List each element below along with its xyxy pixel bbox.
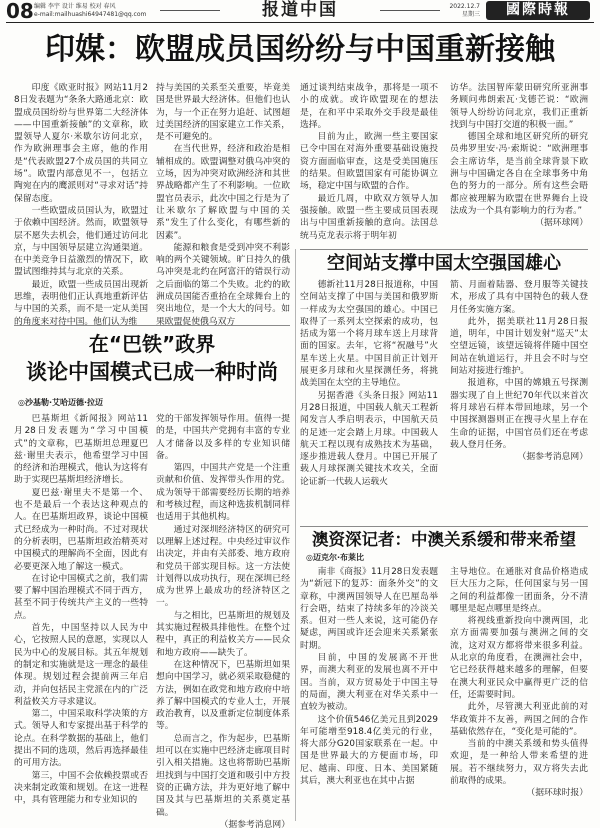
paragraph: 此外，据美联社11月28日报道，明年，中国计划发射“巡天”太空望远镜，该望远镜将伴随中国空间站在轨道运行，并且会不时与空间站对接进行维护。 xyxy=(450,316,588,377)
lead-headline: 印媒：欧盟成员国纷纷与中国重新接触 xyxy=(45,32,555,67)
space-story-headline: 空间站支撑中国太空强国雄心 xyxy=(327,253,561,274)
newspaper-logo: 國際時報 xyxy=(486,1,590,20)
source-credit: （据环球时报） xyxy=(526,788,588,799)
paragraph-continued: 通过谈判结束战争，那将是一项不小的成就。或许欧盟现在的想法是，在和平中采取外交手段是最佳选择。 xyxy=(300,83,438,130)
source-credit: （据参考消息网） xyxy=(219,819,290,830)
section-ornament-right xyxy=(380,10,440,11)
paragraph: 报道称，中国的嫦娥五号探测器实现了自上世纪70年代以来首次将月球岩石样本带回地球，另一个中国探测器则正在搜寻火星上存在生命的证据，中国官员们还在考虑载人登月任务。 xyxy=(450,378,588,450)
paragraph: 第三，中国不会依赖投票或否决来制定政策和规划。在这一进程中，具有管理能力和专业知识的 xyxy=(14,770,148,806)
space-story-column-1 xyxy=(300,279,438,523)
paragraph: 能源和粮食是受到冲突不利影响的两个关键领域。旷日持久的俄乌冲突是北约在阿富汗的错误行动之后面临的第二个失败。北约的欧洲成员国能否重拾在全球舞台上的突出地位，是一个大大的问号。如果欧盟促使俄乌双方 xyxy=(156,242,290,327)
pakistan-story-headline-line-1: 在“巴铁”政界 xyxy=(88,332,216,356)
paragraph-continued: 党的干部发挥领导作用。值得一提的是，中国共产党拥有丰富的专业人才储备以及多样的专业知识储备。 xyxy=(156,414,290,461)
australia-story-byline: ◎迈克尔·布莱比 xyxy=(306,553,365,562)
pakistan-story-byline: ◎沙基勒·艾哈迈德·拉迈 xyxy=(18,398,104,407)
paragraph: 总而言之，作为起步，巴基斯坦可以在实施中巴经济走廊项目时引入相关措施。这也将帮助巴基斯坦找到与中国打交道和吸引中方投资的正确方法，并为更好地了解中国及其与巴基斯坦的关系奠定基础。 xyxy=(156,733,290,818)
paragraph: 另据香港《头条日报》网站11月28日报道，中国载人航天工程新闻发言人季启明表示，中国航天员的足迹一定会踏上月球。中国载人航天工程以现有成熟技术为基础，逐步推进载人登月。中国已开展了载人月球探测关键技术攻关，全面论证新一代载人运载火 xyxy=(300,390,438,487)
paragraph: 目前为止，欧洲一些主要国家已令中国在对海外重要基础设施投资方面面临审查，这是受美国施压的结果。但欧盟国家有可能协调立场，稳定中国与欧盟的合作。 xyxy=(300,132,438,192)
paragraph: 最近，欧盟一些成员国出现新思维，表明他们正认真地重新评估与中国的关系，而不是一定从美国的角度来对待中国。他们认为维 xyxy=(14,279,148,327)
australia-story-column-2 xyxy=(450,566,588,820)
australia-story-column-1 xyxy=(300,566,438,820)
staff-info xyxy=(34,3,146,19)
source-credit: （据环球网） xyxy=(535,218,588,229)
paragraph: 一些欧盟成员国认为，欧盟过于依赖中国经济。然而，欧盟领导层不愿失去机会，他们通过访问北京，与中国领导层建立沟通渠道。在中美竞争日益激烈的情况下，欧盟试图维持其与北京的关系。 xyxy=(14,205,148,278)
paragraph: 印度《欧亚时报》网站11月28日发表题为“条条大路通北京：欧盟成员国纷纷与世界第二大经济体——中国重新接触”的文章称，欧盟领导人夏尔·米歇尔访问北京，作为欧洲理事会主席，他的作用是“代表欧盟27个成员国的共同立场”。欧盟内部意见不一，包括立陶宛在内的鹰派则对“寻求对话”持保留态度。 xyxy=(14,83,148,204)
pakistan-story-headline-line-2: 谈论中国模式已成一种时尚 xyxy=(26,360,278,384)
weekday-line: 星期三 xyxy=(461,11,480,18)
paragraph-continued: 主导地位。在通胀对食品价格造成巨大压力之际，任何国家与另一国之间的利益都像一团面条，分不清哪里是起点哪里是终点。 xyxy=(450,567,588,614)
staff-line: 编辑 李宇 设计 维易 校对 春风 xyxy=(34,3,116,10)
paragraph: 第四，中国共产党是一个注重贡献和价值、发挥带头作用的党。成为领导干部需要经历长期的培养和考核过程，而这种选拔机制同样也适用于其他机构。 xyxy=(156,463,290,523)
issue-date xyxy=(446,3,480,19)
australia-story-headline: 澳资深记者：中澳关系缓和带来希望 xyxy=(312,530,576,549)
paragraph: 这个价值546亿美元且到2029年可能增至918.4亿美元的行业，将大部分G20国家联系在一起。中国是世界最大的方便面市场，印尼、越南、印度、日本、美国紧随其后，澳大利亚也在其中占据 xyxy=(300,714,438,787)
divider-rule xyxy=(14,325,290,326)
paragraph: 将视线重新投向中澳两国，北京方面需要加强与澳洲之间的交流，这对双方都将带来很多利益。从北京的角度看，在澳洲社会中，它已经获得越来越多的理解，但要在澳大利亚民众中赢得更广泛的信任，还需要时间。 xyxy=(450,616,588,700)
pakistan-story-column-1 xyxy=(14,413,148,820)
paragraph: 首先，中国坚持以人民为中心，它按照人民的意愿，实现以人民为中心的发展目标。其五年规划的制定和实施就是这一理念的最佳体现。规划过程会提前两三年启动，并向包括民主党派在内的广泛利益攸关方寻求建议。 xyxy=(14,623,148,707)
paragraph: 南非《商报》11月28日发表题为“新冠下的复苏：面条外交”的文章称，中澳两国领导人在巴厘岛举行会晤，结束了持续多年的冷淡关系。但对一些人来说，这可能仍存疑虑，两国或许还会迎来关系紧张时期。 xyxy=(300,567,438,651)
divider-rule xyxy=(300,526,588,527)
lead-story-column-2 xyxy=(156,82,290,327)
paragraph: 与之相比，巴基斯坦的规划及其实施过程极具排他性。在整个过程中，真正的利益攸关方——民众和地方政府——缺失了。 xyxy=(156,610,290,658)
source-credit: （据参考消息网） xyxy=(517,452,588,463)
lead-story-column-1 xyxy=(14,82,148,327)
pakistan-story-column-2 xyxy=(156,413,290,830)
paragraph: 德国全球和地区研究所的研究员弗罗里安·冯·索斯说：“欧洲理事会主席访华，是当前全球背景下欧洲与中国确定各自在全球事务中角色的努力的一部分。所有这些会晤都应被理解为欧盟在世界舞台上设法成为一个具有影响力的行为者。” xyxy=(450,132,588,216)
paragraph: 此外，尽管澳大利亚此前的对华政策并不友善，两国之间的合作基础依然存在，“变化是可能的”。 xyxy=(450,702,588,737)
paragraph: 通过对深圳经济特区的研究可以理解上述过程。中央经过审议作出决定，并由有关部委、地方政府和党员干部实现目标。这一方法使计划得以成功执行，现在深圳已经成为世界上最成功的经济特区之一。 xyxy=(156,524,290,609)
paragraph: 在当代世界，经济和政治是相辅相成的。欧盟调整对俄乌冲突的立场，因为冲突对欧洲经济和其世界战略都产生了不利影响。一位欧盟官员表示，此次中国之行是为了让米歇尔了解欧盟与中国的关系“发生了什么变化，有哪些新的因素”。 xyxy=(156,144,290,241)
paragraph-continued: 箭、月面着陆器、登月服等关键技术，形成了具有中国特色的载人登月任务实施方案。 xyxy=(450,280,588,315)
paragraph: 在这种情况下，巴基斯坦如果想向中国学习，就必须采取稳健的方法，例如在政党和地方政府中培养了解中国模式的专业人士，开展政治教育，以及重新定位制度体系等。 xyxy=(156,659,290,732)
paragraph: 德新社11月28日报道称，中国空间站支撑了中国与美国和俄罗斯一样成为太空强国的雄心。中国已取得了一系列太空探索的成功，包括成为第一个将月球车送上月球背面的国家。去年，它将“祝融号”火星车送上火星。中国目前正计划开展更多月球和火星探测任务，将挑战美国在太空的主导地位。 xyxy=(300,280,438,389)
paragraph: 最近几周，中欧双方领导人加强接触。欧盟一些主要成员国表现出与中国重新接触的意向。法国总统马克龙表示将于明年初 xyxy=(300,193,438,241)
paragraph: 在讨论中国模式之前，我们需要了解中国治理模式不同于西方，甚至不同于传统共产主义的一些特点。 xyxy=(14,573,148,621)
paragraph-continued: 持与美国的关系至关重要，毕竟美国是世界最大经济体。但他们也认为，与一个正在努力追赶、试图超过美国经济的国家建立工作关系，是不可避免的。 xyxy=(156,83,290,143)
date-line: 2022.12.7 xyxy=(449,3,480,10)
header-rule xyxy=(6,22,594,23)
column-divider xyxy=(295,249,296,821)
lead-story-column-3 xyxy=(300,82,438,244)
divider-rule xyxy=(300,249,588,250)
email-line: e-mail:mailhuashi64947481@qq.com xyxy=(34,11,147,18)
lead-story-column-4 xyxy=(450,82,588,244)
paragraph: 当前的中澳关系缓和势头值得欢迎，是一种给人带来希望的进展。若不继续努力，双方将失去此前取得的成果。 xyxy=(450,739,588,787)
paragraph: 目前，中国的发展离不开世界，而澳大利亚的发展也离不开中国。当前，双方贸易处于中国主导的局面，澳大利亚在对华关系中一直较为被动。 xyxy=(300,653,438,713)
paragraph: 第二，中国采取科学决策的方式。领导人和专家提出基于科学的论点。在科学数据的基础上，他们提出不同的选项，然后再选择最佳的可用方法。 xyxy=(14,709,148,769)
page-number: 08 xyxy=(6,0,34,23)
paragraph-continued: 访华。法国智库蒙田研究所亚洲事务顾问弗朗索瓦·戈德芒说：“欧洲领导人纷纷访问北京，我们正重新找到与中国打交道的积极一面。” xyxy=(450,83,588,130)
space-story-column-2 xyxy=(450,279,588,523)
paragraph: 夏巴兹·谢里夫不是第一个、也不是最后一个表达这种观点的人。在巴基斯坦政界，谈论中国模式已经成为一种时尚。不过对现状的分析表明，巴基斯坦政治精英对中国模式的理解尚不全面，因此有必要更深入地了解这一模式。 xyxy=(14,487,148,572)
paragraph: 巴基斯坦《新闻报》网站11月28日发表题为“学习中国模式”的文章称，巴基斯坦总理夏巴兹·谢里夫表示，他希望学习中国的经济和治理模式，他认为这将有助于实现巴基斯坦经济增长。 xyxy=(14,414,148,486)
section-title: 报道中国 xyxy=(262,0,338,20)
